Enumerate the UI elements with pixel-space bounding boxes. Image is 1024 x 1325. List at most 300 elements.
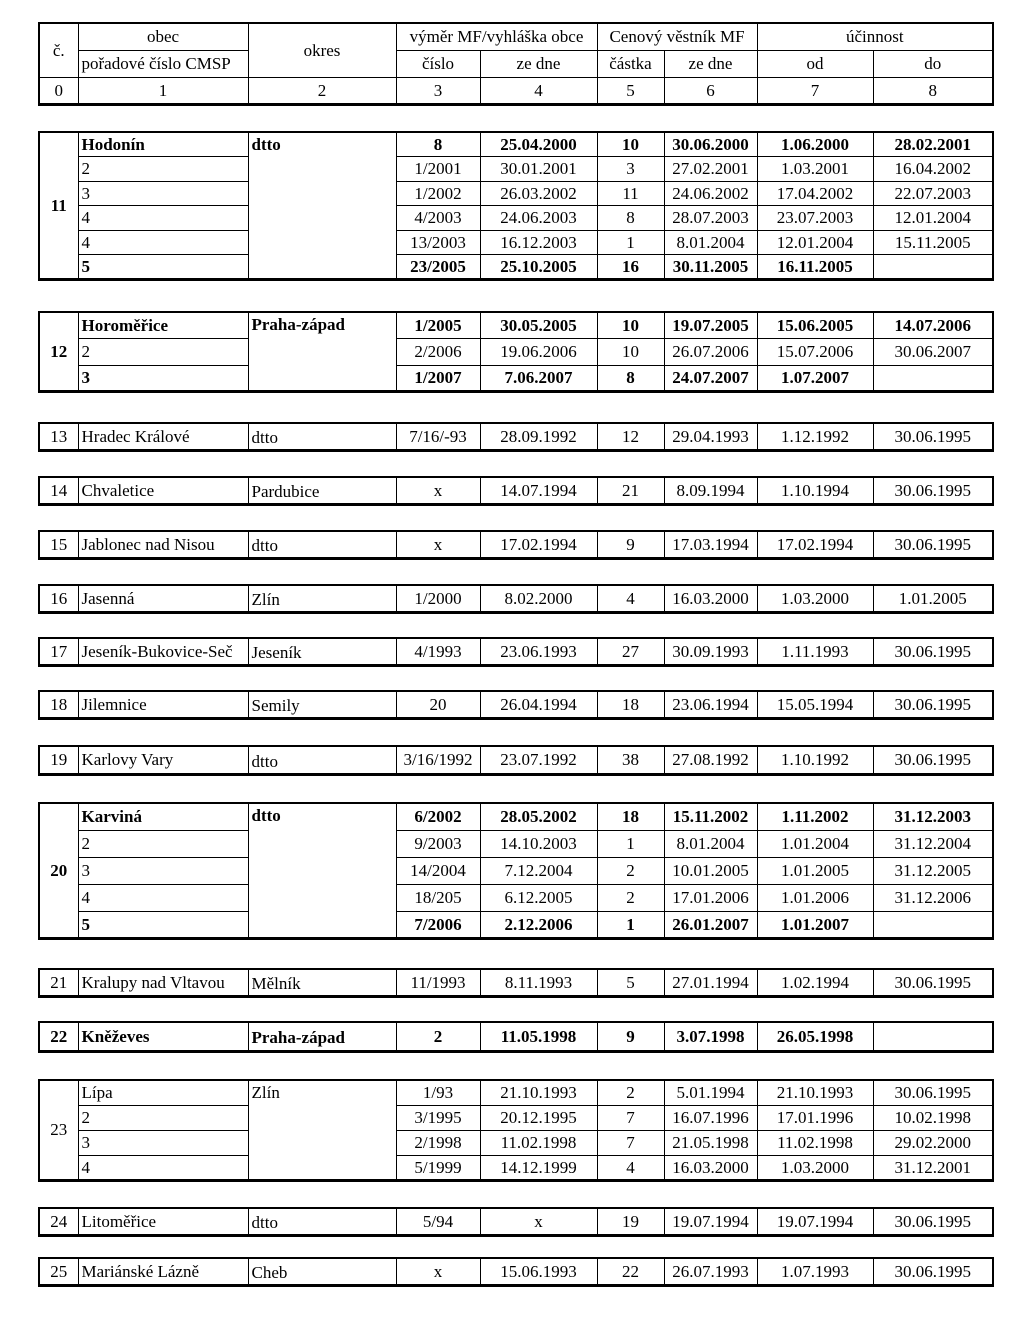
valid-to: 30.06.1995 <box>873 477 993 504</box>
bulletin-date: 26.01.2007 <box>664 911 757 938</box>
decree-number: 7/2006 <box>396 911 480 938</box>
decree-number: 14/2004 <box>396 857 480 884</box>
valid-to: 30.06.1995 <box>873 1208 993 1235</box>
bulletin-date: 30.06.2000 <box>664 132 757 157</box>
valid-from: 1.03.2000 <box>757 585 873 612</box>
decree-number: 6/2002 <box>396 803 480 830</box>
decree-date: 11.02.1998 <box>480 1130 597 1155</box>
bulletin-date: 19.07.2005 <box>664 312 757 339</box>
table-row <box>39 157 993 182</box>
valid-to: 29.02.2000 <box>873 1130 993 1155</box>
valid-from: 17.04.2002 <box>757 181 873 206</box>
valid-from: 1.07.1993 <box>757 1258 873 1285</box>
decree-number: 2/1998 <box>396 1130 480 1155</box>
decree-number: 1/2002 <box>396 181 480 206</box>
bulletin-date: 8.09.1994 <box>664 477 757 504</box>
table-row <box>39 1130 993 1155</box>
district: dtto <box>248 803 396 938</box>
bulletin-date: 24.06.2002 <box>664 181 757 206</box>
bulletin-issue: 22 <box>597 1258 664 1285</box>
bulletin-issue: 7 <box>597 1130 664 1155</box>
decree-date: 20.12.1995 <box>480 1105 597 1130</box>
bulletin-issue: 27 <box>597 638 664 665</box>
bulletin-date: 21.05.1998 <box>664 1130 757 1155</box>
valid-from: 1.01.2007 <box>757 911 873 938</box>
cmsp-order-number: 2 <box>78 339 248 366</box>
bulletin-issue: 38 <box>597 746 664 774</box>
bulletin-date: 27.02.2001 <box>664 157 757 182</box>
decree-date: 16.12.2003 <box>480 230 597 255</box>
decree-number: x <box>396 477 480 504</box>
table-row <box>39 969 993 996</box>
record-number: 11 <box>39 132 78 279</box>
table-row <box>39 230 993 255</box>
valid-from: 12.01.2004 <box>757 230 873 255</box>
col-index: 6 <box>664 77 757 104</box>
col-header-cislo: číslo <box>396 50 480 77</box>
decree-number: 20 <box>396 691 480 718</box>
district: Praha-západ <box>248 1022 396 1051</box>
cmsp-order-number: 5 <box>78 911 248 938</box>
bulletin-date: 29.04.1993 <box>664 423 757 450</box>
district: dtto <box>248 1208 396 1235</box>
decree-date: 26.03.2002 <box>480 181 597 206</box>
bulletin-date: 5.01.1994 <box>664 1080 757 1105</box>
bulletin-date: 27.01.1994 <box>664 969 757 996</box>
bulletin-date: 16.03.2000 <box>664 585 757 612</box>
decree-number: 2/2006 <box>396 339 480 366</box>
decree-number: 1/2005 <box>396 312 480 339</box>
col-header-vestnik: Cenový věstník MF <box>597 23 757 50</box>
record-group-16 <box>38 584 994 614</box>
record-group-23 <box>38 1079 994 1182</box>
record-number: 20 <box>39 803 78 938</box>
record-number: 15 <box>39 531 78 558</box>
bulletin-date: 17.03.1994 <box>664 531 757 558</box>
municipality-name: Kněževes <box>78 1022 248 1051</box>
valid-from: 1.01.2005 <box>757 857 873 884</box>
col-header-castka: částka <box>597 50 664 77</box>
valid-from: 17.02.1994 <box>757 531 873 558</box>
bulletin-date: 3.07.1998 <box>664 1022 757 1051</box>
district: dtto <box>248 132 396 279</box>
cmsp-order-number: 3 <box>78 365 248 392</box>
district: Pardubice <box>248 477 396 504</box>
bulletin-issue: 9 <box>597 531 664 558</box>
valid-to <box>873 365 993 392</box>
col-header-poradove: pořadové číslo CMSP <box>78 50 248 77</box>
col-index: 7 <box>757 77 873 104</box>
valid-from: 11.02.1998 <box>757 1130 873 1155</box>
decree-number: 5/1999 <box>396 1155 480 1180</box>
bulletin-issue: 1 <box>597 830 664 857</box>
municipality-name: Kralupy nad Vltavou <box>78 969 248 996</box>
table-row <box>39 1105 993 1130</box>
bulletin-issue: 2 <box>597 884 664 911</box>
decree-number: 3/1995 <box>396 1105 480 1130</box>
municipality-name: Karviná <box>78 803 248 830</box>
table-row <box>39 181 993 206</box>
bulletin-issue: 4 <box>597 585 664 612</box>
valid-from: 1.01.2004 <box>757 830 873 857</box>
bulletin-issue: 7 <box>597 1105 664 1130</box>
valid-to: 30.06.1995 <box>873 746 993 774</box>
district: Semily <box>248 691 396 718</box>
table-row <box>39 531 993 558</box>
decree-date: 2.12.2006 <box>480 911 597 938</box>
decree-date: 25.04.2000 <box>480 132 597 157</box>
municipality-name: Jeseník-Bukovice-Seč <box>78 638 248 665</box>
col-index: 1 <box>78 77 248 104</box>
cmsp-order-number: 2 <box>78 1105 248 1130</box>
valid-from: 1.10.1994 <box>757 477 873 504</box>
col-index: 3 <box>396 77 480 104</box>
decree-date: 25.10.2005 <box>480 255 597 280</box>
table-row <box>39 365 993 392</box>
record-group-11 <box>38 131 994 281</box>
bulletin-date: 28.07.2003 <box>664 206 757 231</box>
table-row <box>39 312 993 339</box>
bulletin-date: 30.11.2005 <box>664 255 757 280</box>
valid-to: 30.06.1995 <box>873 1080 993 1105</box>
table-row <box>39 339 993 366</box>
record-group-12 <box>38 311 994 393</box>
valid-to: 1.01.2005 <box>873 585 993 612</box>
bulletin-issue: 3 <box>597 157 664 182</box>
decree-date: 7.12.2004 <box>480 857 597 884</box>
table-row <box>39 132 993 157</box>
decree-number: x <box>396 1258 480 1285</box>
decree-number: 3/16/1992 <box>396 746 480 774</box>
table-row <box>39 746 993 774</box>
valid-from: 1.02.1994 <box>757 969 873 996</box>
bulletin-issue: 21 <box>597 477 664 504</box>
record-group-22 <box>38 1021 994 1053</box>
valid-to: 30.06.1995 <box>873 423 993 450</box>
bulletin-date: 17.01.2006 <box>664 884 757 911</box>
record-group-13 <box>38 422 994 452</box>
record-number: 12 <box>39 312 78 392</box>
record-number: 16 <box>39 585 78 612</box>
valid-to: 31.12.2005 <box>873 857 993 884</box>
district: Mělník <box>248 969 396 996</box>
bulletin-issue: 1 <box>597 911 664 938</box>
municipality-name: Hodonín <box>78 132 248 157</box>
bulletin-issue: 18 <box>597 691 664 718</box>
col-header-do: do <box>873 50 993 77</box>
table-row <box>39 691 993 718</box>
decree-number: 8 <box>396 132 480 157</box>
decree-date: x <box>480 1208 597 1235</box>
col-header-od: od <box>757 50 873 77</box>
valid-to: 10.02.1998 <box>873 1105 993 1130</box>
col-header-okres: okres <box>248 23 396 77</box>
valid-from: 1.07.2007 <box>757 365 873 392</box>
decree-number: 5/94 <box>396 1208 480 1235</box>
municipality-name: Jasenná <box>78 585 248 612</box>
bulletin-issue: 16 <box>597 255 664 280</box>
bulletin-issue: 8 <box>597 206 664 231</box>
table-row <box>39 911 993 938</box>
table-row <box>39 585 993 612</box>
decree-number: 7/16/-93 <box>396 423 480 450</box>
record-group-20 <box>38 802 994 940</box>
valid-to <box>873 255 993 280</box>
decree-date: 28.05.2002 <box>480 803 597 830</box>
bulletin-issue: 2 <box>597 857 664 884</box>
bulletin-issue: 4 <box>597 1155 664 1180</box>
cmsp-order-number: 4 <box>78 884 248 911</box>
bulletin-date: 16.07.1996 <box>664 1105 757 1130</box>
decree-date: 23.06.1993 <box>480 638 597 665</box>
bulletin-issue: 9 <box>597 1022 664 1051</box>
decree-number: 2 <box>396 1022 480 1051</box>
bulletin-issue: 12 <box>597 423 664 450</box>
district: dtto <box>248 531 396 558</box>
cmsp-order-number: 5 <box>78 255 248 280</box>
cmsp-order-number: 3 <box>78 857 248 884</box>
valid-to: 12.01.2004 <box>873 206 993 231</box>
valid-from: 16.11.2005 <box>757 255 873 280</box>
bulletin-issue: 11 <box>597 181 664 206</box>
col-header-number: č. <box>39 23 78 77</box>
municipality-name: Chvaletice <box>78 477 248 504</box>
record-number: 24 <box>39 1208 78 1235</box>
record-group-25 <box>38 1257 994 1287</box>
valid-from: 21.10.1993 <box>757 1080 873 1105</box>
valid-from: 1.06.2000 <box>757 132 873 157</box>
record-number: 13 <box>39 423 78 450</box>
municipality-name: Mariánské Lázně <box>78 1258 248 1285</box>
table-row <box>39 803 993 830</box>
decree-date: 14.07.1994 <box>480 477 597 504</box>
decree-date: 15.06.1993 <box>480 1258 597 1285</box>
col-header-zedne-1: ze dne <box>480 50 597 77</box>
valid-to: 22.07.2003 <box>873 181 993 206</box>
record-group-17 <box>38 637 994 667</box>
decree-date: 28.09.1992 <box>480 423 597 450</box>
decree-number: 11/1993 <box>396 969 480 996</box>
district: Cheb <box>248 1258 396 1285</box>
table-row <box>39 830 993 857</box>
decree-date: 11.05.1998 <box>480 1022 597 1051</box>
district: Zlín <box>248 585 396 612</box>
bulletin-issue: 8 <box>597 365 664 392</box>
bulletin-date: 16.03.2000 <box>664 1155 757 1180</box>
valid-from: 1.03.2000 <box>757 1155 873 1180</box>
valid-to: 30.06.1995 <box>873 969 993 996</box>
valid-to: 28.02.2001 <box>873 132 993 157</box>
valid-from: 17.01.1996 <box>757 1105 873 1130</box>
valid-from: 1.01.2006 <box>757 884 873 911</box>
valid-to: 30.06.1995 <box>873 691 993 718</box>
bulletin-date: 26.07.2006 <box>664 339 757 366</box>
table-row <box>39 206 993 231</box>
decree-number: 1/2000 <box>396 585 480 612</box>
record-group-18 <box>38 690 994 720</box>
decree-date: 14.10.2003 <box>480 830 597 857</box>
valid-to: 31.12.2003 <box>873 803 993 830</box>
valid-from: 1.11.2002 <box>757 803 873 830</box>
district: Praha-západ <box>248 312 396 392</box>
municipality-name: Horoměřice <box>78 312 248 339</box>
decree-date: 23.07.1992 <box>480 746 597 774</box>
bulletin-date: 10.01.2005 <box>664 857 757 884</box>
cmsp-order-number: 4 <box>78 1155 248 1180</box>
decree-date: 8.11.1993 <box>480 969 597 996</box>
district: dtto <box>248 746 396 774</box>
decree-date: 14.12.1999 <box>480 1155 597 1180</box>
cmsp-order-number: 2 <box>78 830 248 857</box>
decree-number: x <box>396 531 480 558</box>
decree-number: 4/2003 <box>396 206 480 231</box>
record-number: 17 <box>39 638 78 665</box>
decree-date: 24.06.2003 <box>480 206 597 231</box>
decree-date: 30.01.2001 <box>480 157 597 182</box>
decree-number: 23/2005 <box>396 255 480 280</box>
municipality-name: Jablonec nad Nisou <box>78 531 248 558</box>
header-table <box>38 22 994 106</box>
valid-to: 31.12.2004 <box>873 830 993 857</box>
valid-from: 15.06.2005 <box>757 312 873 339</box>
bulletin-issue: 1 <box>597 230 664 255</box>
table-row <box>39 1080 993 1105</box>
bulletin-issue: 10 <box>597 312 664 339</box>
table-row <box>39 255 993 280</box>
valid-from: 1.11.1993 <box>757 638 873 665</box>
valid-to: 30.06.1995 <box>873 638 993 665</box>
decree-date: 8.02.2000 <box>480 585 597 612</box>
valid-to: 16.04.2002 <box>873 157 993 182</box>
decree-number: 4/1993 <box>396 638 480 665</box>
valid-from: 15.07.2006 <box>757 339 873 366</box>
bulletin-issue: 10 <box>597 339 664 366</box>
valid-to: 30.06.1995 <box>873 531 993 558</box>
municipality-name: Lípa <box>78 1080 248 1105</box>
table-row <box>39 423 993 450</box>
col-header-vymer: výměr MF/vyhláška obce <box>396 23 597 50</box>
col-header-obec: obec <box>78 23 248 50</box>
record-group-19 <box>38 745 994 776</box>
table-row <box>39 477 993 504</box>
valid-from: 26.05.1998 <box>757 1022 873 1051</box>
table-row <box>39 1155 993 1180</box>
table-row <box>39 884 993 911</box>
bulletin-date: 19.07.1994 <box>664 1208 757 1235</box>
record-number: 19 <box>39 746 78 774</box>
municipality-name: Hradec Králové <box>78 423 248 450</box>
record-number: 25 <box>39 1258 78 1285</box>
record-group-15 <box>38 530 994 560</box>
col-index: 8 <box>873 77 993 104</box>
decree-date: 17.02.1994 <box>480 531 597 558</box>
decree-number: 1/2007 <box>396 365 480 392</box>
record-number: 21 <box>39 969 78 996</box>
bulletin-date: 8.01.2004 <box>664 230 757 255</box>
col-index: 2 <box>248 77 396 104</box>
municipality-name: Jilemnice <box>78 691 248 718</box>
bulletin-date: 26.07.1993 <box>664 1258 757 1285</box>
municipality-name: Karlovy Vary <box>78 746 248 774</box>
decree-number: 9/2003 <box>396 830 480 857</box>
table-row <box>39 857 993 884</box>
col-index: 0 <box>39 77 78 104</box>
cmsp-order-number: 3 <box>78 181 248 206</box>
bulletin-date: 23.06.1994 <box>664 691 757 718</box>
valid-to: 31.12.2006 <box>873 884 993 911</box>
record-group-21 <box>38 968 994 998</box>
record-group-24 <box>38 1207 994 1237</box>
col-header-ucinnost: účinnost <box>757 23 993 50</box>
bulletin-issue: 10 <box>597 132 664 157</box>
valid-to: 14.07.2006 <box>873 312 993 339</box>
valid-from: 23.07.2003 <box>757 206 873 231</box>
bulletin-date: 24.07.2007 <box>664 365 757 392</box>
table-row <box>39 1022 993 1051</box>
municipality-name: Litoměřice <box>78 1208 248 1235</box>
bulletin-issue: 18 <box>597 803 664 830</box>
bulletin-issue: 19 <box>597 1208 664 1235</box>
decree-date: 19.06.2006 <box>480 339 597 366</box>
bulletin-issue: 5 <box>597 969 664 996</box>
cmsp-order-number: 4 <box>78 206 248 231</box>
district: Jeseník <box>248 638 396 665</box>
bulletin-date: 27.08.1992 <box>664 746 757 774</box>
col-header-zedne-2: ze dne <box>664 50 757 77</box>
bulletin-issue: 2 <box>597 1080 664 1105</box>
record-number: 23 <box>39 1080 78 1180</box>
col-index: 5 <box>597 77 664 104</box>
bulletin-date: 15.11.2002 <box>664 803 757 830</box>
valid-to: 30.06.1995 <box>873 1258 993 1285</box>
bulletin-date: 8.01.2004 <box>664 830 757 857</box>
decree-number: 18/205 <box>396 884 480 911</box>
valid-to: 31.12.2001 <box>873 1155 993 1180</box>
table-row <box>39 638 993 665</box>
decree-date: 6.12.2005 <box>480 884 597 911</box>
record-number: 22 <box>39 1022 78 1051</box>
valid-to <box>873 911 993 938</box>
decree-date: 30.05.2005 <box>480 312 597 339</box>
decree-number: 1/2001 <box>396 157 480 182</box>
table-row <box>39 1208 993 1235</box>
valid-to: 30.06.2007 <box>873 339 993 366</box>
col-index: 4 <box>480 77 597 104</box>
decree-number: 13/2003 <box>396 230 480 255</box>
district: dtto <box>248 423 396 450</box>
valid-from: 1.12.1992 <box>757 423 873 450</box>
bulletin-date: 30.09.1993 <box>664 638 757 665</box>
record-group-14 <box>38 476 994 506</box>
valid-to <box>873 1022 993 1051</box>
record-number: 14 <box>39 477 78 504</box>
table-row <box>39 1258 993 1285</box>
cmsp-order-number: 2 <box>78 157 248 182</box>
valid-to: 15.11.2005 <box>873 230 993 255</box>
valid-from: 19.07.1994 <box>757 1208 873 1235</box>
valid-from: 1.10.1992 <box>757 746 873 774</box>
cmsp-order-number: 3 <box>78 1130 248 1155</box>
valid-from: 15.05.1994 <box>757 691 873 718</box>
record-number: 18 <box>39 691 78 718</box>
decree-date: 26.04.1994 <box>480 691 597 718</box>
decree-number: 1/93 <box>396 1080 480 1105</box>
district: Zlín <box>248 1080 396 1180</box>
cmsp-order-number: 4 <box>78 230 248 255</box>
decree-date: 21.10.1993 <box>480 1080 597 1105</box>
valid-from: 1.03.2001 <box>757 157 873 182</box>
decree-date: 7.06.2007 <box>480 365 597 392</box>
